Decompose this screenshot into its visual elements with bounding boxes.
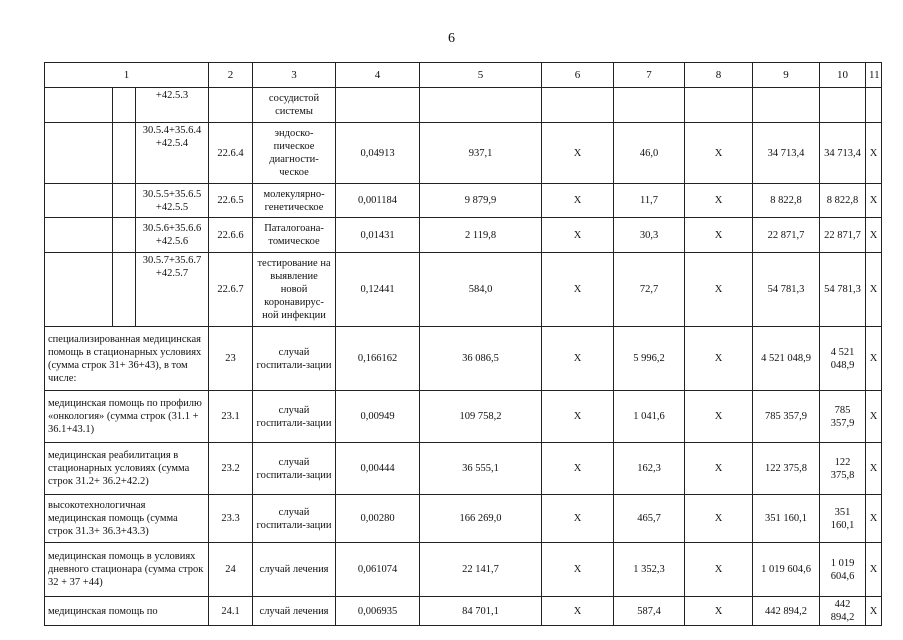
cell-col3: эндоско-пическое диагности-ческое: [253, 123, 336, 184]
cell-col6: Х: [542, 327, 614, 391]
cell-col1: 30.5.5+35.6.5 +42.5.5: [136, 184, 209, 218]
cell-col9: 8 822,8: [753, 184, 820, 218]
cell-col2: 23.1: [209, 391, 253, 443]
page-number: 6: [448, 31, 455, 46]
cell-col2: 22.6.4: [209, 123, 253, 184]
cell-col10: [820, 88, 866, 123]
cell-col8: Х: [685, 495, 753, 543]
sub-cell-blank: [113, 88, 136, 123]
col-header-7: 7: [614, 63, 685, 88]
col-header-2: 2: [209, 63, 253, 88]
cell-col1: высокотехнологичная медицинская помощь (сумма строк 31.3+ 36.3+43.3): [45, 495, 209, 543]
cell-col7: 1 041,6: [614, 391, 685, 443]
cell-col6: Х: [542, 253, 614, 327]
sub-cell-blank: [45, 123, 113, 184]
cell-col7: [614, 88, 685, 123]
cell-col1: медицинская помощь по профилю «онкология» (сумма строк (31.1 + 36.1+43.1): [45, 391, 209, 443]
table-row: [45, 123, 882, 184]
header-row: [45, 63, 882, 88]
cell-col4: 0,00444: [336, 443, 420, 495]
col-header-1: 1: [45, 63, 209, 88]
cell-col11: Х: [866, 391, 882, 443]
cell-col4: 0,04913: [336, 123, 420, 184]
cell-col5: 937,1: [420, 123, 542, 184]
cell-col1: 30.5.4+35.6.4 +42.5.4: [136, 123, 209, 184]
col-header-6: 6: [542, 63, 614, 88]
cell-col5: [420, 88, 542, 123]
cell-col8: [685, 88, 753, 123]
col-header-8: 8: [685, 63, 753, 88]
cell-col2: 23.3: [209, 495, 253, 543]
cell-col11: Х: [866, 597, 882, 626]
cell-col9: 122 375,8: [753, 443, 820, 495]
data-table: [44, 62, 882, 626]
cell-col2: 22.6.7: [209, 253, 253, 327]
cell-col4: 0,00280: [336, 495, 420, 543]
cell-col6: Х: [542, 495, 614, 543]
cell-col9: 34 713,4: [753, 123, 820, 184]
cell-col1: +42.5.3: [136, 88, 209, 123]
cell-col7: 5 996,2: [614, 327, 685, 391]
cell-col3: случай лечения: [253, 597, 336, 626]
cell-col9: 785 357,9: [753, 391, 820, 443]
cell-col5: 84 701,1: [420, 597, 542, 626]
cell-col2: 24: [209, 543, 253, 597]
table-row: [45, 443, 882, 495]
cell-col11: Х: [866, 327, 882, 391]
cell-col9: 442 894,2: [753, 597, 820, 626]
col-header-9: 9: [753, 63, 820, 88]
col-header-10: 10: [820, 63, 866, 88]
cell-col8: Х: [685, 218, 753, 253]
cell-col6: Х: [542, 218, 614, 253]
table-row: [45, 391, 882, 443]
sub-cell-blank: [45, 253, 113, 327]
cell-col10: 351 160,1: [820, 495, 866, 543]
cell-col7: 465,7: [614, 495, 685, 543]
cell-col9: 1 019 604,6: [753, 543, 820, 597]
cell-col3: Паталогоана-томическое: [253, 218, 336, 253]
sub-cell-blank: [45, 184, 113, 218]
cell-col11: Х: [866, 184, 882, 218]
cell-col1: специализированная медицинская помощь в стационарных условиях (сумма строк 31+ 36+43), в том числе:: [45, 327, 209, 391]
cell-col3: молекулярно-генетическое: [253, 184, 336, 218]
cell-col8: Х: [685, 184, 753, 218]
cell-col8: Х: [685, 443, 753, 495]
cell-col3: сосудистой системы: [253, 88, 336, 123]
table-row: [45, 327, 882, 391]
cell-col2: 23.2: [209, 443, 253, 495]
cell-col9: 54 781,3: [753, 253, 820, 327]
cell-col5: 2 119,8: [420, 218, 542, 253]
cell-col1: медицинская помощь по: [45, 597, 209, 626]
cell-col9: 4 521 048,9: [753, 327, 820, 391]
cell-col2: 22.6.6: [209, 218, 253, 253]
table-row: [45, 88, 882, 123]
cell-col5: 584,0: [420, 253, 542, 327]
cell-col6: Х: [542, 543, 614, 597]
cell-col11: Х: [866, 443, 882, 495]
col-header-3: 3: [253, 63, 336, 88]
cell-col2: 22.6.5: [209, 184, 253, 218]
cell-col11: Х: [866, 253, 882, 327]
cell-col6: Х: [542, 597, 614, 626]
cell-col2: 24.1: [209, 597, 253, 626]
cell-col6: Х: [542, 391, 614, 443]
cell-col11: Х: [866, 123, 882, 184]
cell-col6: Х: [542, 184, 614, 218]
cell-col5: 36 086,5: [420, 327, 542, 391]
cell-col8: Х: [685, 391, 753, 443]
cell-col6: Х: [542, 123, 614, 184]
table-row: [45, 597, 882, 626]
sub-cell-blank: [45, 218, 113, 253]
cell-col1: 30.5.6+35.6.6 +42.5.6: [136, 218, 209, 253]
cell-col3: случай лечения: [253, 543, 336, 597]
cell-col3: тестирование на выявление новой коронавирус-ной инфекции: [253, 253, 336, 327]
cell-col7: 162,3: [614, 443, 685, 495]
cell-col10: 4 521 048,9: [820, 327, 866, 391]
cell-col8: Х: [685, 123, 753, 184]
table-row: [45, 495, 882, 543]
col-header-4: 4: [336, 63, 420, 88]
cell-col1: медицинская помощь в условиях дневного стационара (сумма строк 32 + 37 +44): [45, 543, 209, 597]
cell-col9: 351 160,1: [753, 495, 820, 543]
col-header-11: 11: [866, 63, 882, 88]
cell-col9: 22 871,7: [753, 218, 820, 253]
cell-col2: [209, 88, 253, 123]
cell-col7: 11,7: [614, 184, 685, 218]
table-row: [45, 184, 882, 218]
cell-col4: 0,001184: [336, 184, 420, 218]
cell-col3: случай госпитали-зации: [253, 443, 336, 495]
cell-col8: Х: [685, 597, 753, 626]
cell-col10: 785 357,9: [820, 391, 866, 443]
cell-col3: случай госпитали-зации: [253, 391, 336, 443]
sub-cell-blank: [113, 253, 136, 327]
cell-col6: Х: [542, 443, 614, 495]
cell-col8: Х: [685, 543, 753, 597]
sub-cell-blank: [45, 88, 113, 123]
table-row: [45, 218, 882, 253]
cell-col9: [753, 88, 820, 123]
sub-cell-blank: [113, 123, 136, 184]
table-row: [45, 543, 882, 597]
cell-col10: 54 781,3: [820, 253, 866, 327]
cell-col11: Х: [866, 543, 882, 597]
cell-col4: 0,006935: [336, 597, 420, 626]
cell-col5: 36 555,1: [420, 443, 542, 495]
cell-col2: 23: [209, 327, 253, 391]
cell-col5: 109 758,2: [420, 391, 542, 443]
cell-col5: 166 269,0: [420, 495, 542, 543]
cell-col4: 0,061074: [336, 543, 420, 597]
cell-col7: 46,0: [614, 123, 685, 184]
col-header-5: 5: [420, 63, 542, 88]
cell-col6: [542, 88, 614, 123]
cell-col4: 0,01431: [336, 218, 420, 253]
cell-col4: [336, 88, 420, 123]
cell-col10: 1 019 604,6: [820, 543, 866, 597]
cell-col10: 22 871,7: [820, 218, 866, 253]
cell-col10: 442 894,2: [820, 597, 866, 626]
cell-col5: 9 879,9: [420, 184, 542, 218]
sub-cell-blank: [113, 184, 136, 218]
cell-col1: медицинская реабилитация в стационарных условиях (сумма строк 31.2+ 36.2+42.2): [45, 443, 209, 495]
table-row: [45, 253, 882, 327]
cell-col7: 30,3: [614, 218, 685, 253]
cell-col7: 587,4: [614, 597, 685, 626]
cell-col4: 0,12441: [336, 253, 420, 327]
cell-col8: Х: [685, 253, 753, 327]
cell-col4: 0,00949: [336, 391, 420, 443]
cell-col8: Х: [685, 327, 753, 391]
cell-col10: 34 713,4: [820, 123, 866, 184]
cell-col11: Х: [866, 495, 882, 543]
cell-col7: 72,7: [614, 253, 685, 327]
cell-col10: 122 375,8: [820, 443, 866, 495]
cell-col7: 1 352,3: [614, 543, 685, 597]
cell-col3: случай госпитали-зации: [253, 327, 336, 391]
sub-cell-blank: [113, 218, 136, 253]
cell-col10: 8 822,8: [820, 184, 866, 218]
cell-col1: 30.5.7+35.6.7 +42.5.7: [136, 253, 209, 327]
cell-col3: случай госпитали-зации: [253, 495, 336, 543]
cell-col11: Х: [866, 218, 882, 253]
cell-col5: 22 141,7: [420, 543, 542, 597]
cell-col4: 0,166162: [336, 327, 420, 391]
cell-col11: [866, 88, 882, 123]
